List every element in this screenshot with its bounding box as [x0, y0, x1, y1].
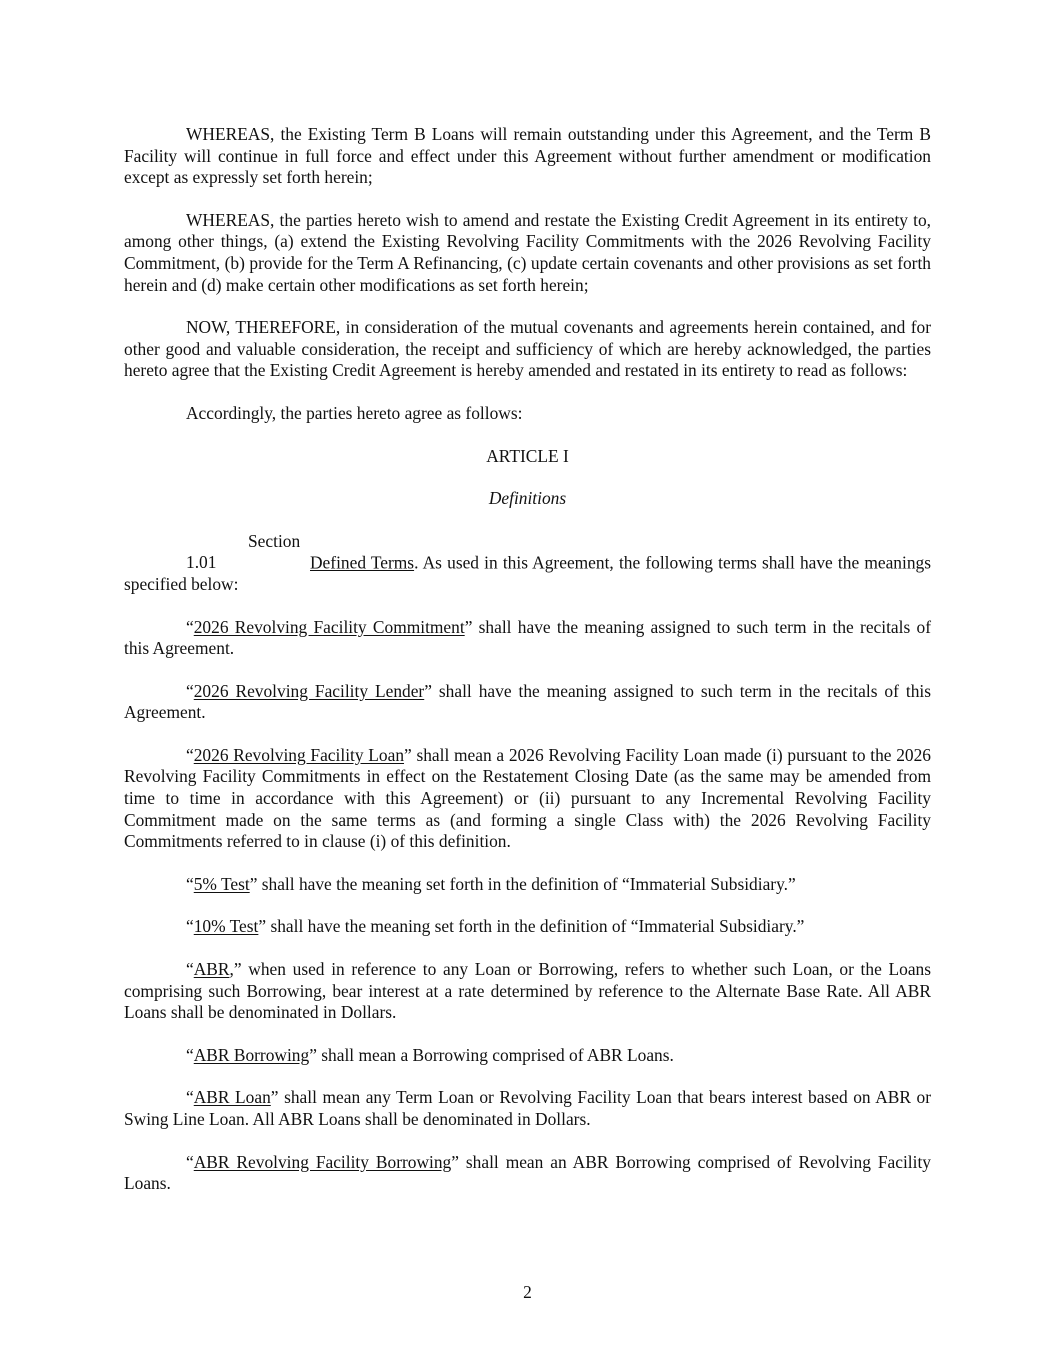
definition-paragraph: “ABR,” when used in reference to any Loan or Borrowing, refers to whether such Loan, or the Loans comprising such Borrowing, bear interest at a rate determined by reference to the Alternate Base Rate. All ABR Loans shall be denominated in Dollars. — [124, 959, 931, 1023]
section-number: Section 1.01 — [186, 530, 301, 573]
definition-text: ,” when used in reference to any Loan or Borrowing, refers to whether such Loan, or the Loans comprising such Borrowing, bear interest at a rate determined by reference to the Alternate Base Rate. All ABR Loans shall be denominated in Dollars. — [124, 959, 931, 1023]
page-number: 2 — [523, 1282, 532, 1302]
recital-paragraph: WHEREAS, the parties hereto wish to amend and restate the Existing Credit Agreement in its entirety to, among other things, (a) extend the Existing Revolving Facility Commitments with the 2026 Revolving Facility Commitment, (b) provide for the Term A Refinancing, (c) update certain covenants and other provisions as set forth herein and (d) make certain other modifications as set forth herein; — [124, 209, 931, 295]
definition-paragraph: “2026 Revolving Facility Lender” shall have the meaning assigned to such term in the recitals of this Agreement. — [124, 680, 931, 723]
definition-text: ” shall have the meaning assigned to such term in the recitals of this Agreement. — [124, 616, 932, 659]
defined-term: 2026 Revolving Facility Loan — [193, 744, 405, 765]
definition-text: ” shall have the meaning assigned to such term in the recitals of this Agreement. — [124, 680, 931, 723]
definition-paragraph: “2026 Revolving Facility Loan” shall mean a 2026 Revolving Facility Loan made (i) pursuant to the 2026 Revolving Facility Commitments in effect on the Restatement Closing Date (as the same may be amended from time to time in accordance with this Agreement) or (ii) pursuant to any Incremental Revolving Facility Commitment made on the same terms as (and forming a single Class with) the 2026 Revolving Facility Commitments referred to in clause (i) of this definition. — [124, 744, 931, 852]
recital-paragraph: Accordingly, the parties hereto agree as follows: — [186, 402, 523, 423]
definition-text: ” shall mean a 2026 Revolving Facility Loan made (i) pursuant to the 2026 Revolving Facility Commitments in effect on the Restatement Closing Date (as the same may be amended from time to time in accordance with this Agreement) or (ii) pursuant to any Incremental Revolving Facility Commitment made on the same terms as (and forming a single Class with) the 2026 Revolving Facility Commitments referred to in clause (i) of this definition. — [124, 744, 931, 852]
article-subtitle: Definitions — [488, 488, 567, 509]
defined-term: ABR — [193, 959, 230, 980]
defined-term: 2026 Revolving Facility Lender — [193, 680, 425, 701]
definition-paragraph: “ABR Revolving Facility Borrowing” shall mean an ABR Borrowing comprised of Revolving Facility Loans. — [124, 1151, 931, 1194]
defined-term: 10% Test — [193, 916, 259, 937]
definition-text: ” shall mean an ABR Borrowing comprised of Revolving Facility Loans. — [124, 1151, 931, 1194]
definition-paragraph: “2026 Revolving Facility Commitment” shall have the meaning assigned to such term in the recitals of this Agreement. — [124, 616, 932, 659]
section-heading: Defined Terms — [310, 552, 415, 573]
definition-text: ” shall mean any Term Loan or Revolving Facility Loan that bears interest based on ABR or Swing Line Loan. All ABR Loans shall be denominated in Dollars. — [124, 1087, 932, 1129]
defined-term: ABR Revolving Facility Borrowing — [193, 1151, 452, 1172]
defined-term: 5% Test — [193, 873, 250, 894]
definition-paragraph: “ABR Loan” shall mean any Term Loan or Revolving Facility Loan that bears interest based on ABR or Swing Line Loan. All ABR Loans shall be denominated in Dollars. — [124, 1087, 932, 1129]
definition-text: ” shall have the meaning set forth in the definition of “Immaterial Subsidiary.” — [258, 916, 805, 937]
recital-paragraph: NOW, THEREFORE, in consideration of the mutual covenants and agreements herein contained, and for other good and valuable consideration, the receipt and sufficiency of which are hereby acknowledged, the parties hereto agree that the Existing Credit Agreement is hereby amended and restated in its entirety to read as follows: — [124, 317, 931, 381]
recital-paragraph: WHEREAS, the Existing Term B Loans will remain outstanding under this Agreement, and the Term B Facility will continue in full force and effect under this Agreement without further amendment or modification except as expressly set forth herein; — [124, 124, 931, 188]
definition-paragraph: “5% Test” shall have the meaning set forth in the definition of “Immaterial Subsidiary.” — [186, 873, 796, 894]
section-paragraph — [124, 531, 931, 596]
defined-term: ABR Borrowing — [193, 1044, 310, 1065]
definition-text: ” shall have the meaning set forth in the definition of “Immaterial Subsidiary.” — [249, 873, 796, 894]
defined-term: ABR Loan — [193, 1087, 271, 1108]
definition-paragraph: “10% Test” shall have the meaning set forth in the definition of “Immaterial Subsidiary.” — [186, 916, 805, 937]
definition-text: ” shall mean a Borrowing comprised of ABR Loans. — [309, 1044, 674, 1065]
definition-paragraph: “ABR Borrowing” shall mean a Borrowing comprised of ABR Loans. — [186, 1044, 674, 1065]
article-title: ARTICLE I — [486, 445, 569, 466]
section-text: . As used in this Agreement, the following terms shall have the meanings specified below: — [124, 552, 931, 594]
document-page — [124, 124, 931, 1216]
defined-term: 2026 Revolving Facility Commitment — [193, 616, 465, 637]
